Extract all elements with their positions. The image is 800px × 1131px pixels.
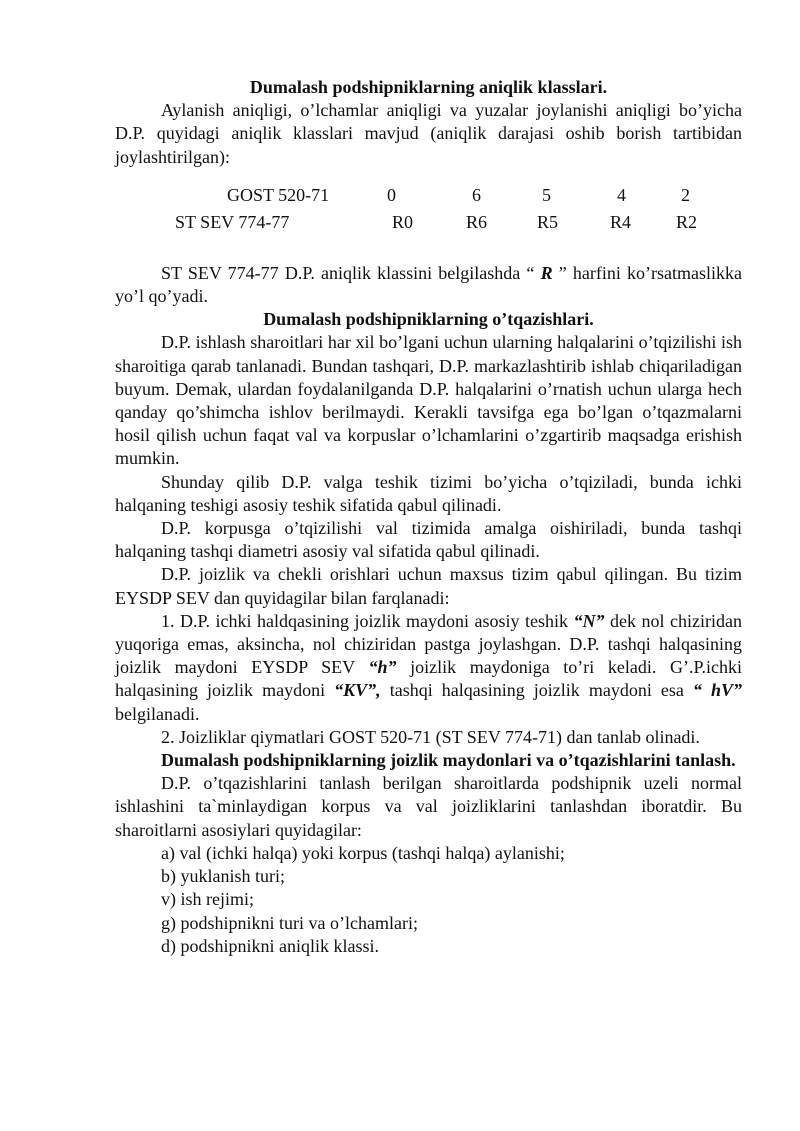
- list-item: g) podshipnikni turi va o’lchamlari;: [161, 912, 418, 933]
- list-item: a) val (ichki halqa) yoki korpus (tashqi halqa) aylanishi;: [161, 842, 565, 863]
- text-run: ST SEV 774-77 D.P. aniqlik klassini belgilashda “: [161, 262, 541, 283]
- section-title-selection: Dumalash podshipniklarning joizlik maydonlari va o’tqazishlarini tanlash.: [161, 750, 736, 771]
- text-run: tashqi halqasining joizlik maydoni esa: [380, 680, 693, 701]
- paragraph-point-1: [115, 610, 742, 726]
- class-cell: 2: [681, 184, 690, 205]
- class-cell: R6: [466, 211, 488, 232]
- text-run: dek nol chiziridan yuqoriga emas, aksincha, nol chiziridan pastga joylashgan. D.P. tashqi halqasining joizlik maydoni EYSDP SEV: [115, 610, 742, 678]
- class-cell: 4: [617, 184, 626, 205]
- class-row-gost: [115, 184, 742, 211]
- text-run: belgilanadi.: [115, 703, 200, 724]
- class-cell: R5: [537, 211, 559, 232]
- class-row-label: GOST 520-71: [227, 184, 330, 205]
- list-item: d) podshipnikni aniqlik klassi.: [161, 935, 379, 956]
- class-cell: 0: [387, 184, 396, 205]
- emphasis-kv: “KV”,: [334, 680, 381, 701]
- emphasis-h: “h”: [368, 657, 397, 678]
- paragraph-point-2: 2. Joizliklar qiymatlari GOST 520-71 (ST SEV 774-71) dan tanlab olinadi.: [161, 726, 700, 747]
- paragraph-r-letter: [115, 262, 742, 308]
- paragraph-selection: D.P. o’tqazishlarini tanlash berilgan sharoitlarda podshipnik uzeli normal ishlashini ta`minlaydigan korpus va val joizliklarini tanlashdan iboratdir. Bu sharoitlarni asosiylari quyidagilar:: [115, 773, 742, 840]
- class-cell: 5: [542, 184, 551, 205]
- list-item: b) yuklanish turi;: [161, 866, 285, 887]
- paragraph-fits-3: D.P. korpusga o’tqizilishi val tizimida amalga oishiriladi, bunda tashqi halqaning tashqi diametri asosiy val sifatida qabul qilinadi.: [115, 518, 742, 562]
- list-item: v) ish rejimi;: [161, 889, 254, 910]
- text-run: 1. D.P. ichki haldqasining joizlik maydoni asosiy teshik: [161, 610, 574, 631]
- class-row-st-sev: [115, 211, 742, 238]
- section-title-fits: Dumalash podshipniklarning o’tqazishlari.: [263, 309, 594, 330]
- paragraph-fits-1: D.P. ishlash sharoitlari har xil bo’lgani uchun ularning halqalarini o’tqizilishi ish sharoitiga qarab tanlanadi. Bundan tashqari, D.P. markazlashtirib ishlab chiqariladigan buyum. Demak, ulardan foydalanilganda D.P. halqalarini o’rnatish uchun ularga hech qanday qo’shimcha ishlov berilmaydi. Kerakli tavsifga ega bo’lgan o’tqazmalarni hosil qilish uchun faqat val va korpuslar o’lchamlarini o’zgartirib maqsadga erishish mumkin.: [115, 332, 742, 469]
- class-cell: R2: [676, 211, 698, 232]
- class-cell: 6: [472, 184, 481, 205]
- emphasis-hv: “ hV”: [692, 680, 742, 701]
- section-title-accuracy-classes: Dumalash podshipniklarning aniqlik klasslari.: [249, 77, 608, 97]
- class-cell: R4: [610, 211, 632, 232]
- text-run: ” harfini ko’rsatmaslikka yo’l qo’yadi.: [115, 262, 742, 307]
- accuracy-class-table: [115, 184, 742, 238]
- emphasis-r: R: [540, 262, 553, 283]
- paragraph-fits-4: D.P. joizlik va chekli orishlari uchun maxsus tizim qabul qilingan. Bu tizim EYSDP SEV dan quyidagilar bilan farqlanadi:: [115, 564, 742, 608]
- text-run: joizlik maydoniga to’ri keladi. G’.P.ichki halqasining joizlik maydoni: [115, 657, 742, 701]
- paragraph-fits-2: Shunday qilib D.P. valga teshik tizimi bo’yicha o’tqiziladi, bunda ichki halqaning teshigi asosiy teshik sifatida qabul qilinadi.: [115, 471, 742, 515]
- class-cell: R0: [392, 211, 414, 232]
- paragraph-intro: Aylanish aniqligi, o’lchamlar aniqligi va yuzalar joylanishi aniqligi bo’yicha D.P. quyidagi aniqlik klasslari mavjud (aniqlik darajasi oshib borish tartibidan joylashtirilgan):: [115, 100, 742, 167]
- class-row-label: ST SEV 774-77: [175, 211, 290, 232]
- emphasis-n: “N”: [573, 610, 605, 631]
